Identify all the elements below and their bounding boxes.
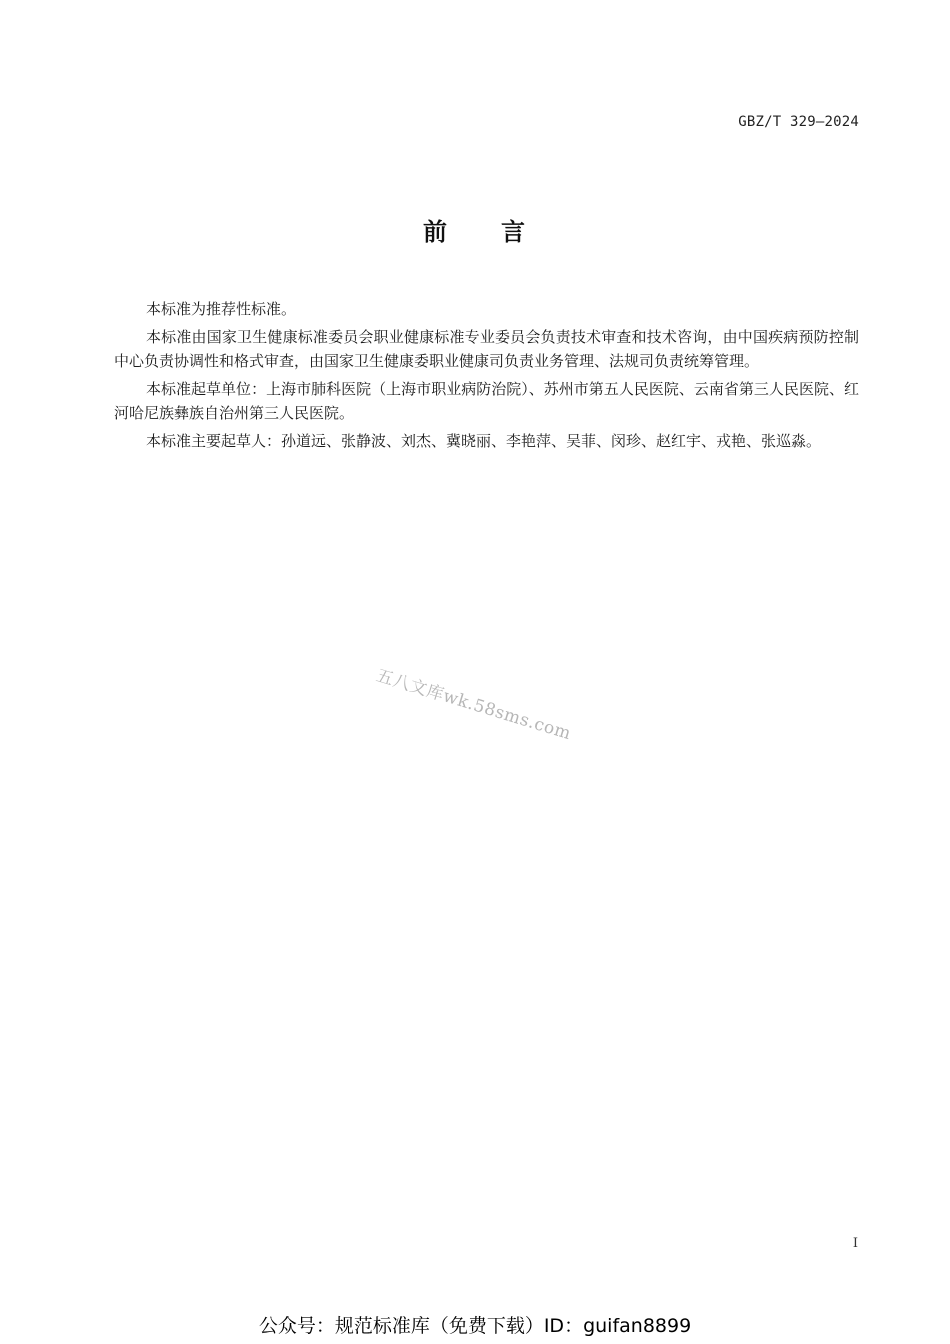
paragraph-standard-type: 本标准为推荐性标准。 [146, 300, 297, 318]
footer-banner: 公众号：规范标准库（免费下载）ID：guifan8899 [258, 1315, 692, 1337]
page-title-char-2: 言 [501, 218, 527, 246]
page-title-char-1: 前 [423, 218, 449, 246]
paragraph-responsible-bodies: 本标准由国家卫生健康标准委员会职业健康标准专业委员会负责技术审查和技术咨询，由中国疾病预防控制中心负责协调性和格式审查，由国家卫生健康委职业健康司负责业务管理、法规司负责统筹管理。 [114, 328, 859, 370]
watermark: 五八文库wk.58sms.com [373, 665, 574, 745]
page-title [0, 212, 950, 247]
paragraph-drafting-units: 本标准起草单位：上海市肺科医院（上海市职业病防治院）、苏州市第五人民医院、云南省第三人民医院、红河哈尼族彝族自治州第三人民医院。 [114, 380, 859, 422]
document-number: GBZ/T 329—2024 [738, 114, 859, 130]
foreword-body [114, 297, 859, 457]
paragraph-drafters: 本标准主要起草人：孙道远、张静波、刘杰、冀晓丽、李艳萍、吴菲、闵珍、赵红宇、戎艳、张巡淼。 [146, 432, 822, 450]
page-number: I [852, 1236, 858, 1251]
